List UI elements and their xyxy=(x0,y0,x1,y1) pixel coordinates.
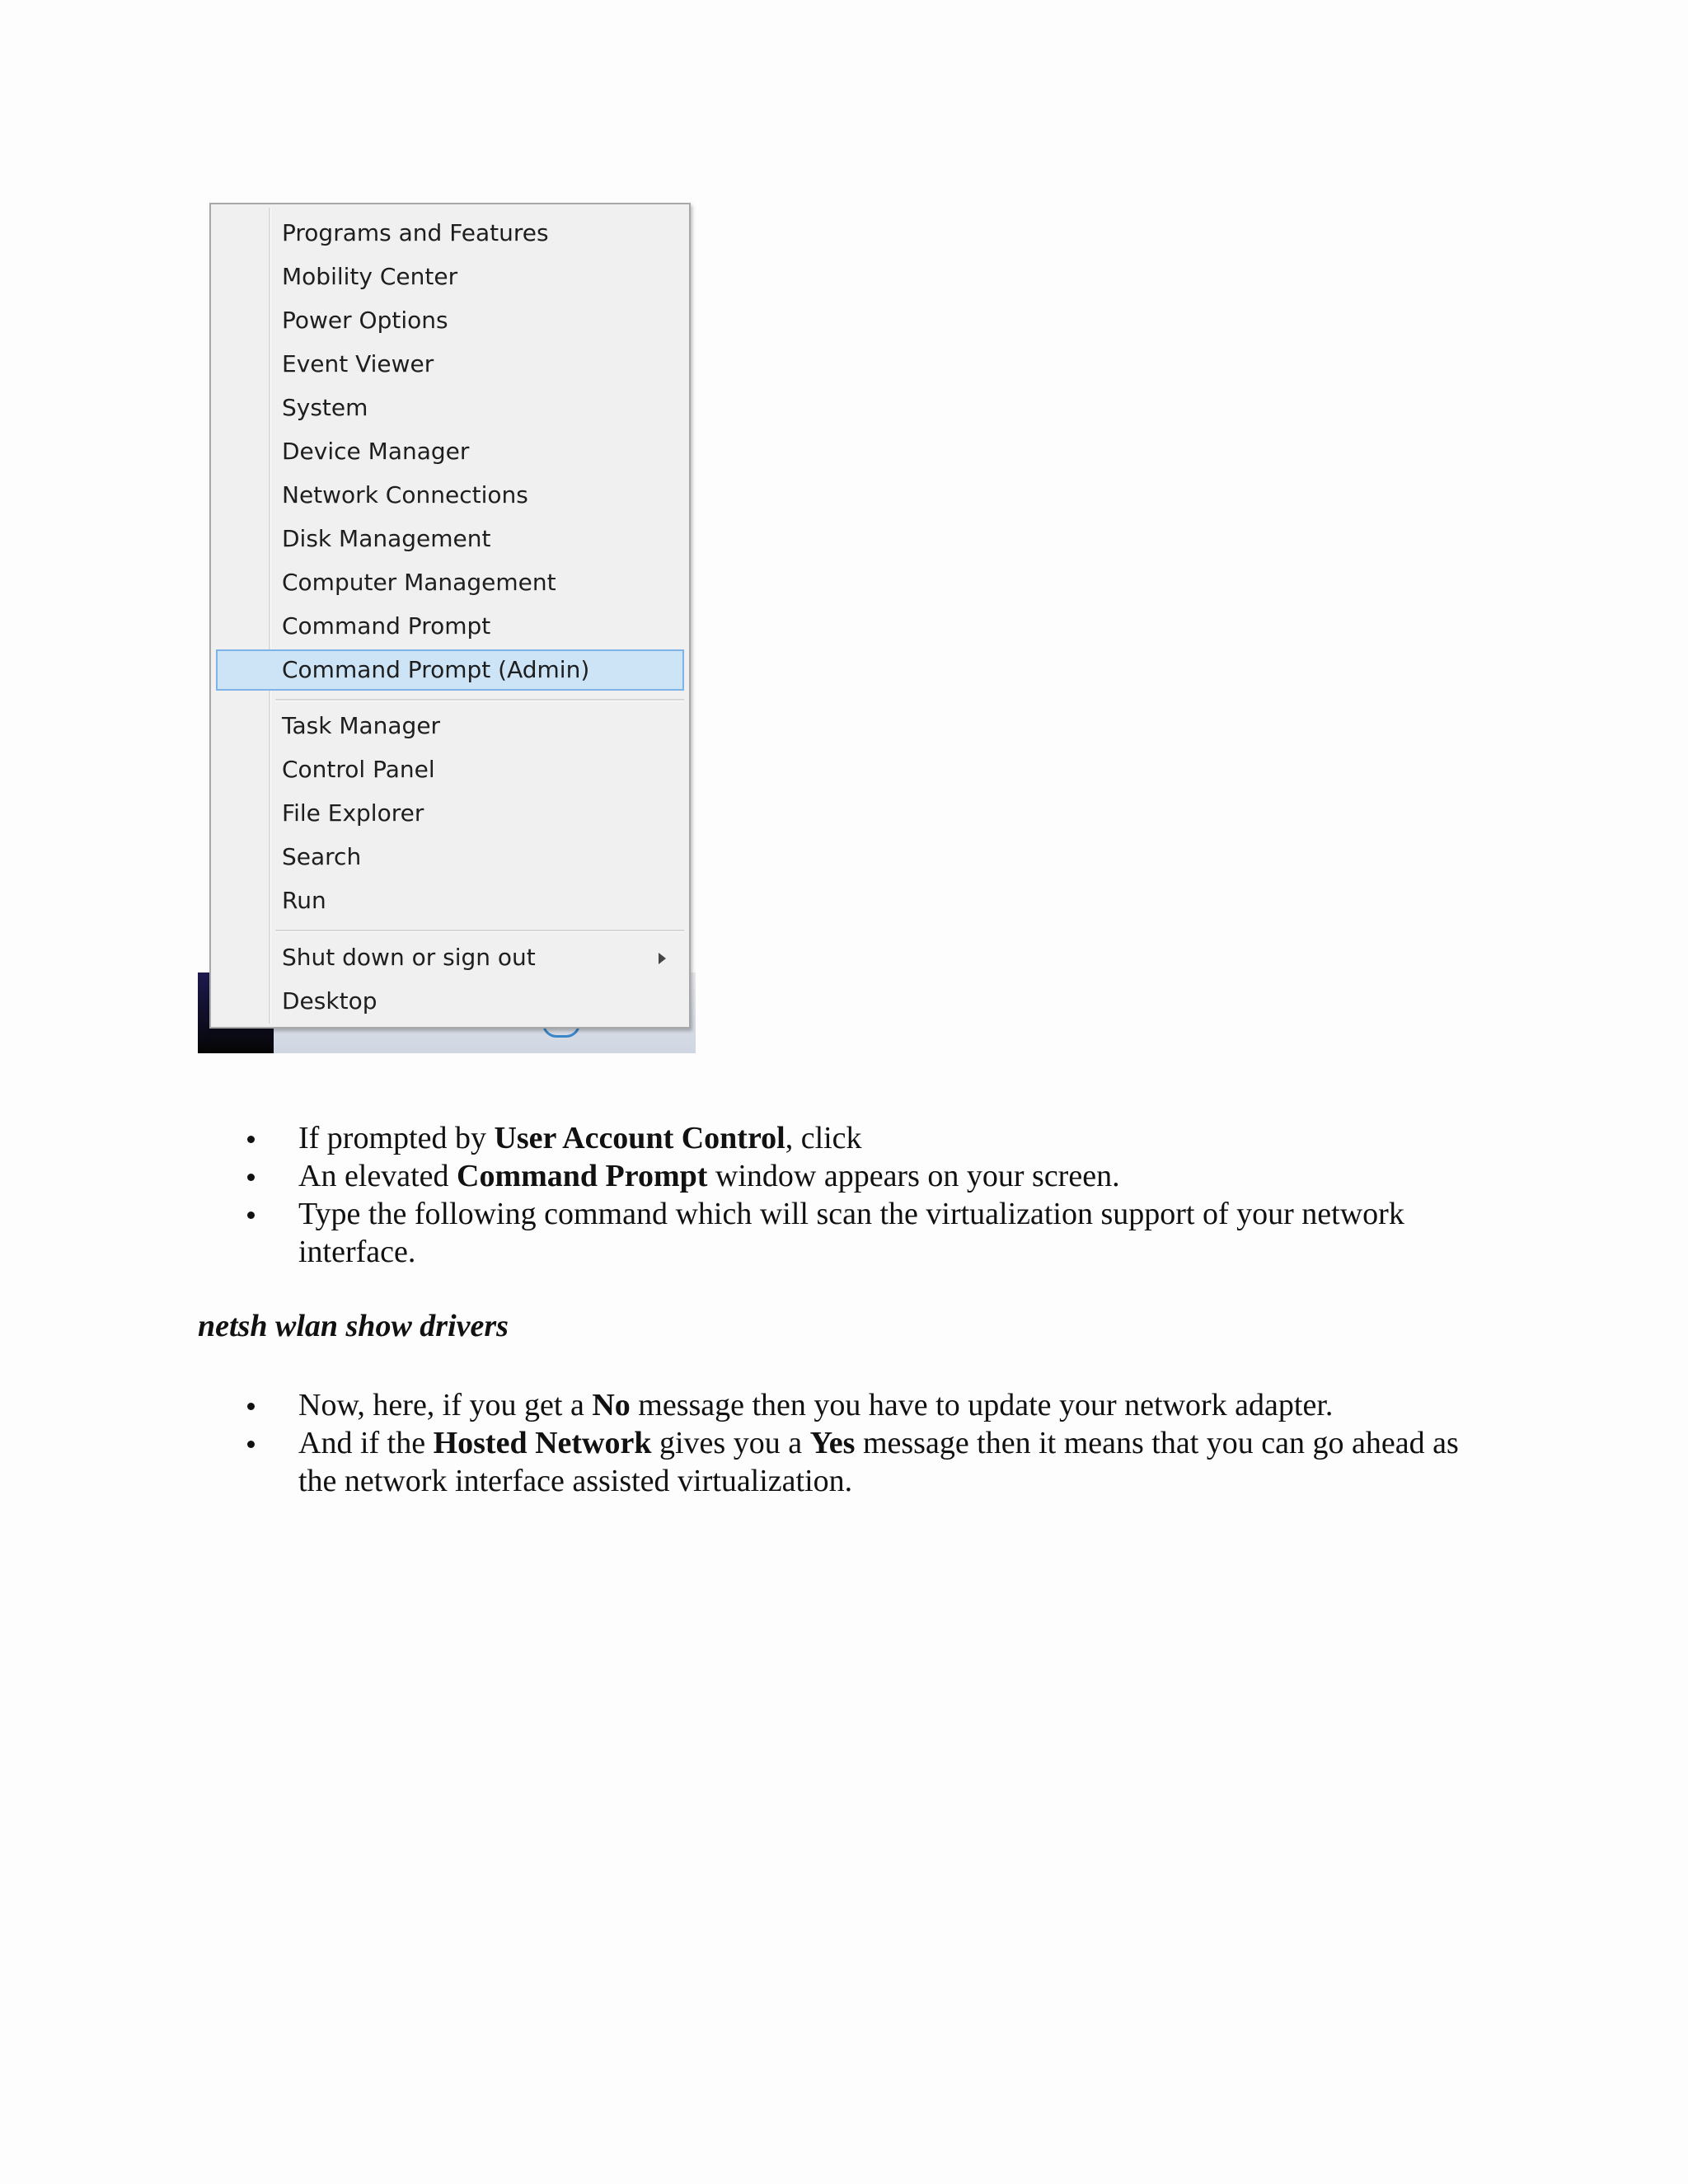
bullet-icon xyxy=(247,1174,255,1181)
menu-item-disk-management[interactable]: Disk Management xyxy=(282,525,491,552)
menu-item-run[interactable]: Run xyxy=(282,887,326,914)
menu-item-event-viewer[interactable]: Event Viewer xyxy=(282,350,434,377)
menu-item-command-prompt[interactable]: Command Prompt xyxy=(282,612,491,640)
menu-item-programs-and-features[interactable]: Programs and Features xyxy=(282,219,549,246)
bullet-icon xyxy=(247,1441,255,1448)
list-item: An elevated Command Prompt window appears on your screen. xyxy=(247,1157,1467,1195)
instructions-list-1 xyxy=(247,1119,1467,1271)
bullet-icon xyxy=(247,1403,255,1410)
menu-item-power-options[interactable]: Power Options xyxy=(282,307,448,334)
menu-item-task-manager[interactable]: Task Manager xyxy=(282,712,441,739)
menu-item-network-connections[interactable]: Network Connections xyxy=(282,481,528,509)
menu-item-system[interactable]: System xyxy=(282,394,368,421)
menu-item-device-manager[interactable]: Device Manager xyxy=(282,438,470,465)
bullet-icon xyxy=(247,1136,255,1143)
list-item: Type the following command which will scan the virtualization support of your network interface. xyxy=(247,1195,1467,1271)
menu-item-command-prompt-admin[interactable]: Command Prompt (Admin) xyxy=(216,649,684,691)
menu-separator xyxy=(275,699,684,701)
submenu-arrow-icon xyxy=(659,953,666,964)
menu-item-control-panel[interactable]: Control Panel xyxy=(282,756,435,783)
bullet-icon xyxy=(247,1212,255,1219)
menu-item-computer-management[interactable]: Computer Management xyxy=(282,569,556,596)
menu-item-shut-down-or-sign-out[interactable]: Shut down or sign out xyxy=(216,937,684,978)
menu-separator xyxy=(275,930,684,932)
list-item: If prompted by User Account Control, click xyxy=(247,1119,1467,1157)
winx-menu-screenshot xyxy=(198,201,696,1053)
menu-item-file-explorer[interactable]: File Explorer xyxy=(282,799,424,827)
power-user-menu xyxy=(209,203,691,1029)
list-item: Now, here, if you get a No message then you have to update your network adapter. xyxy=(247,1386,1467,1424)
menu-item-mobility-center[interactable]: Mobility Center xyxy=(282,263,458,290)
menu-item-desktop[interactable]: Desktop xyxy=(282,987,377,1015)
list-item: And if the Hosted Network gives you a Yes message then it means that you can go ahead as the network interface assisted virtualization. xyxy=(247,1424,1467,1500)
instructions-list-2 xyxy=(247,1386,1467,1500)
menu-item-search[interactable]: Search xyxy=(282,843,362,870)
command-text: netsh wlan show drivers xyxy=(198,1309,509,1343)
